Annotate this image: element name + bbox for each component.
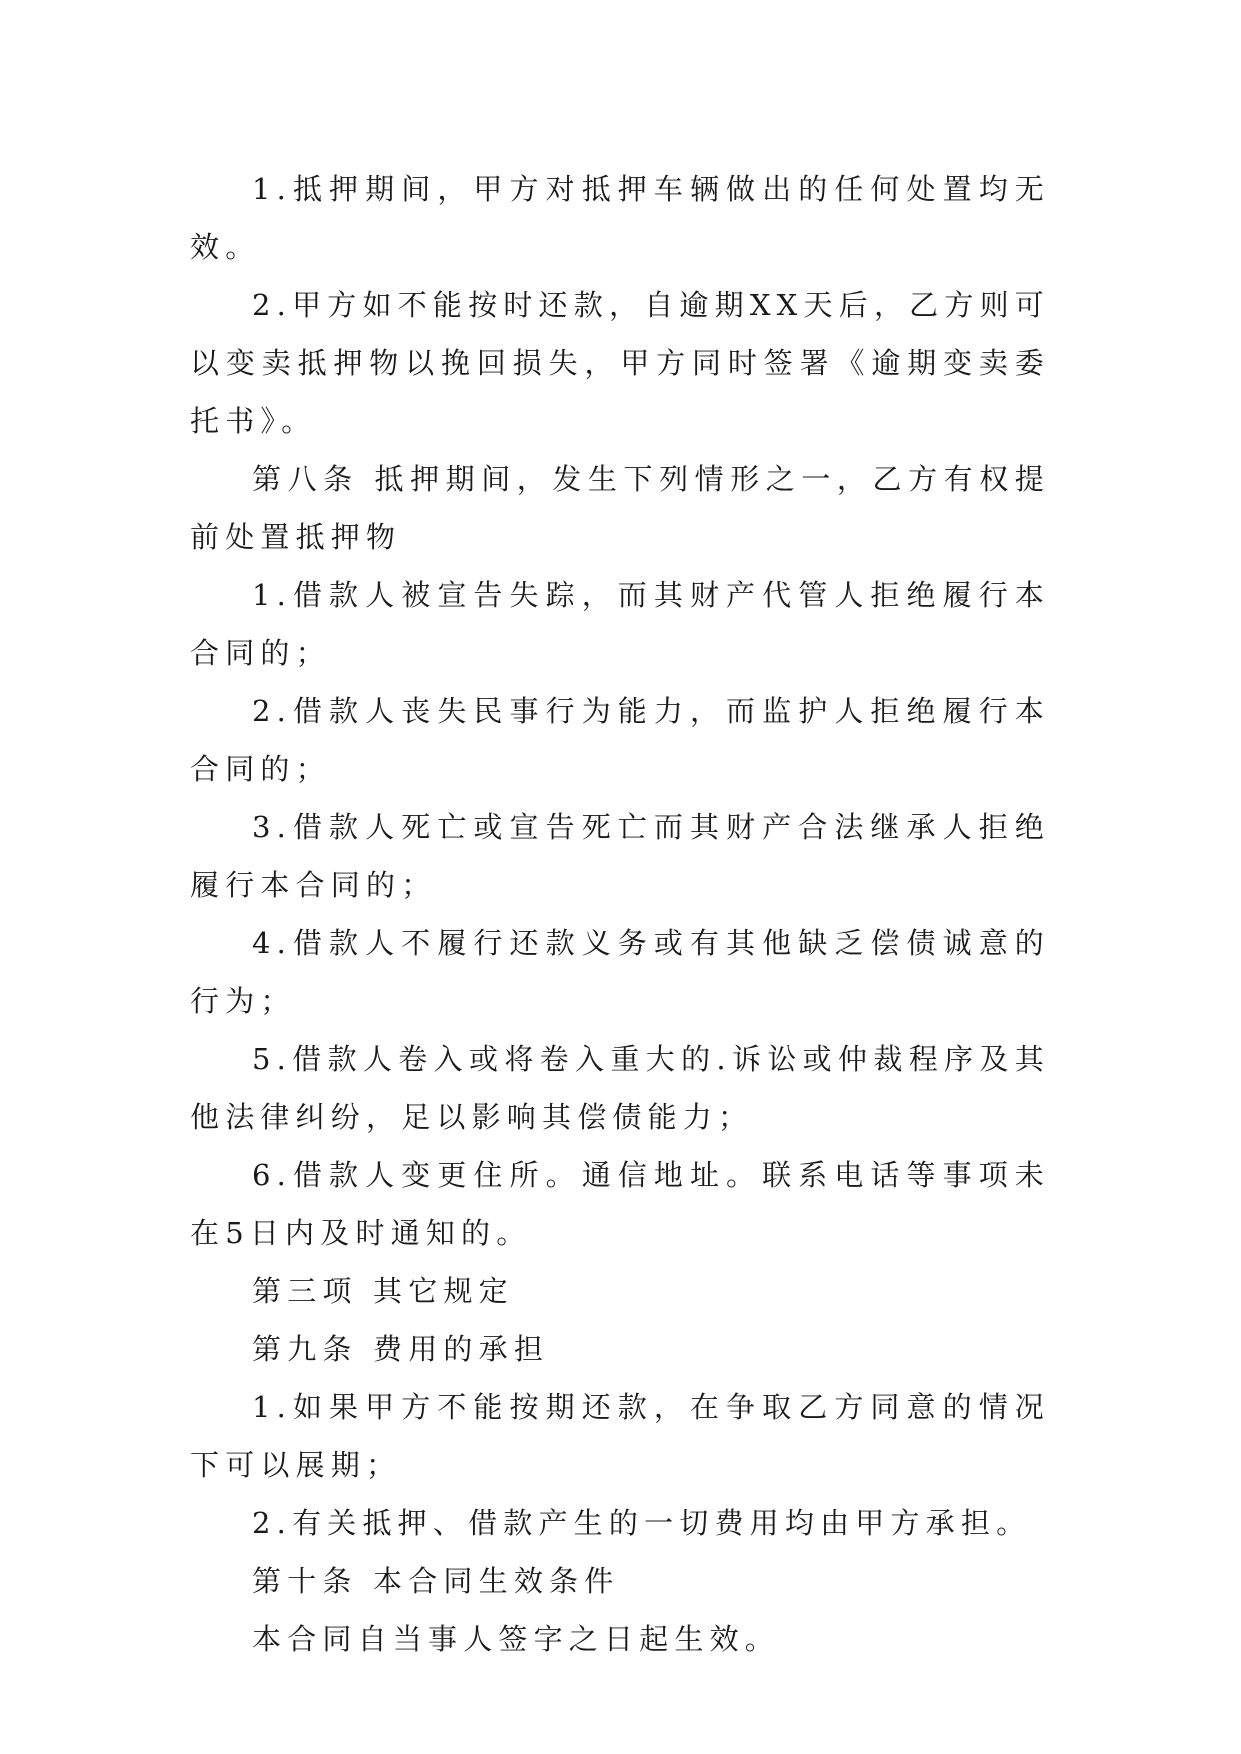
clause-item-address-change: 6.借款人变更住所。通信地址。联系电话等事项未在5日内及时通知的。 (190, 1158, 1050, 1250)
clause-item-non-repayment: 4.借款人不履行还款义务或有其他缺乏偿债诚意的行为； (190, 926, 1050, 1018)
clause-effective-date: 本合同自当事人签字之日起生效。 (252, 1622, 781, 1656)
clause-item-litigation: 5.借款人卷入或将卷入重大的.诉讼或仲裁程序及其他法律纠纷，足以影响其偿债能力； (190, 1042, 1050, 1134)
clause-item-incapacity: 2.借款人丧失民事行为能力，而监护人拒绝履行本合同的； (190, 694, 1050, 786)
clause-item-extension: 1.如果甲方不能按期还款，在争取乙方同意的情况下可以展期； (190, 1390, 1050, 1482)
clause-item-overdue-sale: 2.甲方如不能按时还款，自逾期XX天后，乙方则可以变卖抵押物以挽回损失，甲方同时签署《逾期变卖委托书》。 (190, 288, 1050, 438)
clause-item-costs: 2.有关抵押、借款产生的一切费用均由甲方承担。 (252, 1506, 1032, 1540)
clause-item-missing: 1.借款人被宣告失踪，而其财产代管人拒绝履行本合同的； (190, 578, 1050, 670)
article-8-heading: 第八条 抵押期间，发生下列情形之一，乙方有权提前处置抵押物 (190, 462, 1050, 554)
document-body (190, 160, 1050, 1668)
clause-item-death: 3.借款人死亡或宣告死亡而其财产合法继承人拒绝履行本合同的； (190, 810, 1050, 902)
section-3-heading: 第三项 其它规定 (252, 1274, 514, 1308)
article-10-heading: 第十条 本合同生效条件 (252, 1564, 620, 1598)
article-9-heading: 第九条 费用的承担 (252, 1332, 550, 1366)
clause-item-disposal-invalid: 1.抵押期间，甲方对抵押车辆做出的任何处置均无效。 (190, 172, 1050, 264)
